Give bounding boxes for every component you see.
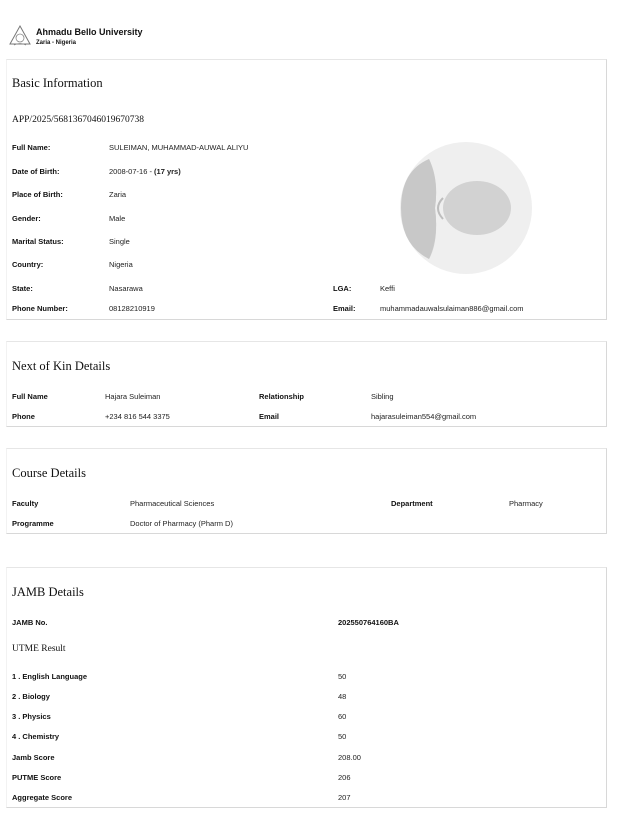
email-label: Email: — [333, 304, 356, 313]
dob-date: 2008-07-16 - — [109, 167, 155, 176]
university-name: Ahmadu Bello University — [36, 27, 143, 37]
next-of-kin-card — [6, 341, 607, 427]
dob-value — [109, 167, 181, 176]
pob-label: Place of Birth: — [12, 190, 63, 199]
department-label: Department — [391, 499, 433, 508]
country-value: Nigeria — [109, 260, 133, 269]
aggregate-score-value: 207 — [338, 793, 351, 802]
faculty-label: Faculty — [12, 499, 39, 508]
dob-label: Date of Birth: — [12, 167, 60, 176]
kin-email-label: Email — [259, 412, 280, 421]
aggregate-score-label: Aggregate Score — [12, 793, 73, 802]
country-label: Country: — [12, 260, 44, 269]
kin-relationship-value: Sibling — [371, 392, 394, 401]
pob-value: Zaria — [109, 190, 127, 199]
course-details-title: Course Details — [12, 466, 86, 480]
email-value: muhammadauwalsulaiman886@gmail.com — [380, 304, 524, 313]
putme-score-value: 206 — [338, 773, 351, 782]
phone-label: Phone Number: — [12, 304, 68, 313]
marital-status-value: Single — [109, 237, 130, 246]
age-value: (17 yrs) — [154, 167, 181, 176]
jamb-details-card — [6, 567, 607, 808]
next-of-kin-title: Next of Kin Details — [12, 359, 111, 373]
department-value: Pharmacy — [509, 499, 543, 508]
jamb-number-label: JAMB No. — [12, 618, 48, 627]
state-value: Nasarawa — [109, 284, 143, 293]
jamb-number-value: 202550764160BA — [338, 618, 399, 627]
subject-score: 50 — [338, 672, 347, 681]
utme-result-title: UTME Result — [12, 644, 66, 654]
kin-phone-value: +234 816 544 3375 — [105, 412, 170, 421]
kin-name-value: Hajara Suleiman — [105, 392, 161, 401]
kin-name-label: Full Name — [12, 392, 48, 401]
full-name-value: SULEIMAN, MUHAMMAD-AUWAL ALIYU — [109, 143, 249, 152]
subject-score: 50 — [338, 732, 347, 741]
jamb-score-value: 208.00 — [338, 753, 361, 762]
subject-label: 2 . Biology — [12, 692, 50, 701]
university-location: Zaria - Nigeria — [36, 40, 77, 46]
phone-value: 08128210919 — [109, 304, 155, 313]
marital-status-label: Marital Status: — [12, 237, 64, 246]
subject-label: 4 . Chemistry — [12, 732, 60, 741]
application-number: APP/2025/5681367046019670738 — [12, 115, 144, 125]
programme-label: Programme — [12, 519, 54, 528]
jamb-score-label: Jamb Score — [12, 753, 55, 762]
state-label: State: — [12, 284, 33, 293]
faculty-value: Pharmaceutical Sciences — [130, 499, 215, 508]
subject-score: 60 — [338, 712, 347, 721]
subject-label: 3 . Physics — [12, 712, 51, 721]
subject-label: 1 . English Language — [12, 672, 88, 681]
putme-score-label: PUTME Score — [12, 773, 62, 782]
programme-value: Doctor of Pharmacy (Pharm D) — [130, 519, 233, 528]
course-details-card — [6, 448, 607, 534]
subject-score: 48 — [338, 692, 347, 701]
lga-value: Keffi — [380, 284, 395, 293]
lga-label: LGA: — [333, 284, 352, 293]
basic-information-title: Basic Information — [12, 76, 103, 90]
kin-email-value: hajarasuleiman554@gmail.com — [371, 412, 477, 421]
university-logo-icon — [8, 24, 32, 48]
kin-relationship-label: Relationship — [259, 392, 305, 401]
gender-value: Male — [109, 214, 126, 223]
kin-phone-label: Phone — [12, 412, 35, 421]
jamb-details-title: JAMB Details — [12, 585, 84, 599]
full-name-label: Full Name: — [12, 143, 51, 152]
passport-photo — [399, 141, 533, 275]
gender-label: Gender: — [12, 214, 41, 223]
